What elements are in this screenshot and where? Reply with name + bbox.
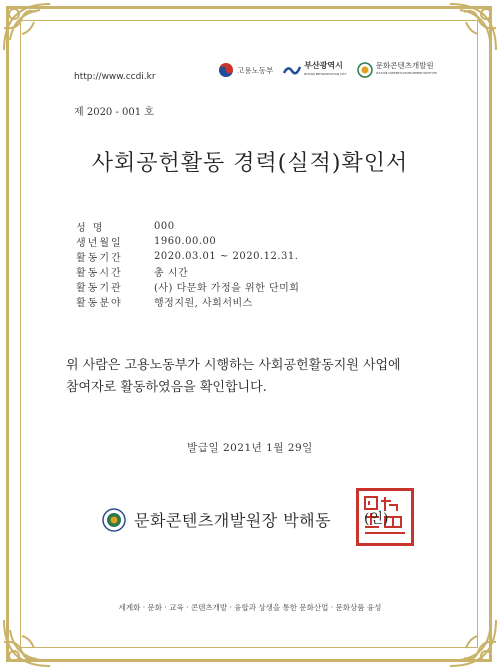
info-label: 활동시간 bbox=[76, 268, 123, 279]
busan-wave-icon bbox=[283, 63, 301, 77]
info-row bbox=[76, 264, 299, 279]
institute-emblem-icon bbox=[102, 508, 126, 532]
kocca-logo bbox=[357, 62, 437, 78]
busan-logo-sub: BUSAN METROPOLITAN CITY bbox=[304, 72, 347, 76]
info-label: 활동기관 bbox=[76, 283, 123, 294]
ornament-corner-icon bbox=[0, 0, 70, 70]
info-label: 활동기간 bbox=[76, 253, 123, 264]
statement-line-2: 참여자로 활동하였음을 확인합니다. bbox=[66, 380, 267, 395]
partner-logos bbox=[218, 62, 437, 78]
info-row bbox=[76, 234, 299, 249]
info-label: 생년월일 bbox=[76, 238, 123, 249]
taegeuk-icon bbox=[218, 62, 234, 78]
kocca-logo-sub: CULTURE CONTENTS DEVELOPMENT INSTITUTE bbox=[375, 72, 437, 75]
certificate-number: 제 2020 - 001 호 bbox=[74, 107, 154, 118]
ornament-corner-icon bbox=[430, 0, 500, 70]
confirmation-statement bbox=[66, 355, 446, 399]
busan-logo-label: 부산광역시 bbox=[304, 61, 343, 70]
moel-logo bbox=[218, 62, 273, 78]
document-title: 사회공헌활동 경력(실적)확인서 bbox=[91, 151, 409, 176]
info-value: (사) 다문화 가정을 위한 단미회 bbox=[154, 283, 300, 294]
issuer-name: 문화콘텐츠개발원장 박해동 bbox=[134, 511, 332, 530]
info-value: 행정지원, 사회서비스 bbox=[154, 298, 253, 309]
busan-logo bbox=[283, 62, 346, 78]
info-row bbox=[76, 279, 299, 294]
info-value: 000 bbox=[154, 221, 175, 232]
info-row bbox=[76, 294, 299, 309]
seal-mark: (인) bbox=[364, 511, 389, 527]
info-row bbox=[76, 249, 299, 264]
kocca-logo-label: 문화콘텐츠개발원 bbox=[375, 61, 434, 70]
issue-date: 발급일 2021년 1월 29일 bbox=[187, 442, 313, 454]
footer-slogan: 세계화 · 문화 · 교육 · 콘텐츠개발 · 융합과 상생을 통한 문화산업 · 문화상품 융성 bbox=[118, 603, 382, 612]
info-value: 1960.00.00 bbox=[154, 236, 217, 247]
info-value: 2020.03.01 ~ 2020.12.31. bbox=[154, 251, 299, 262]
info-table bbox=[76, 219, 299, 309]
info-label: 활동분야 bbox=[76, 298, 123, 309]
statement-line-1: 위 사람은 고용노동부가 시행하는 사회공헌활동지원 사업에 bbox=[66, 358, 401, 373]
website-url: http://www.ccdi.kr bbox=[74, 72, 156, 82]
info-value: 총 시간 bbox=[154, 268, 189, 279]
moel-logo-label: 고용노동부 bbox=[237, 65, 274, 75]
kocca-emblem-icon bbox=[357, 62, 373, 78]
info-label: 성 명 bbox=[76, 223, 105, 234]
info-row bbox=[76, 219, 299, 234]
